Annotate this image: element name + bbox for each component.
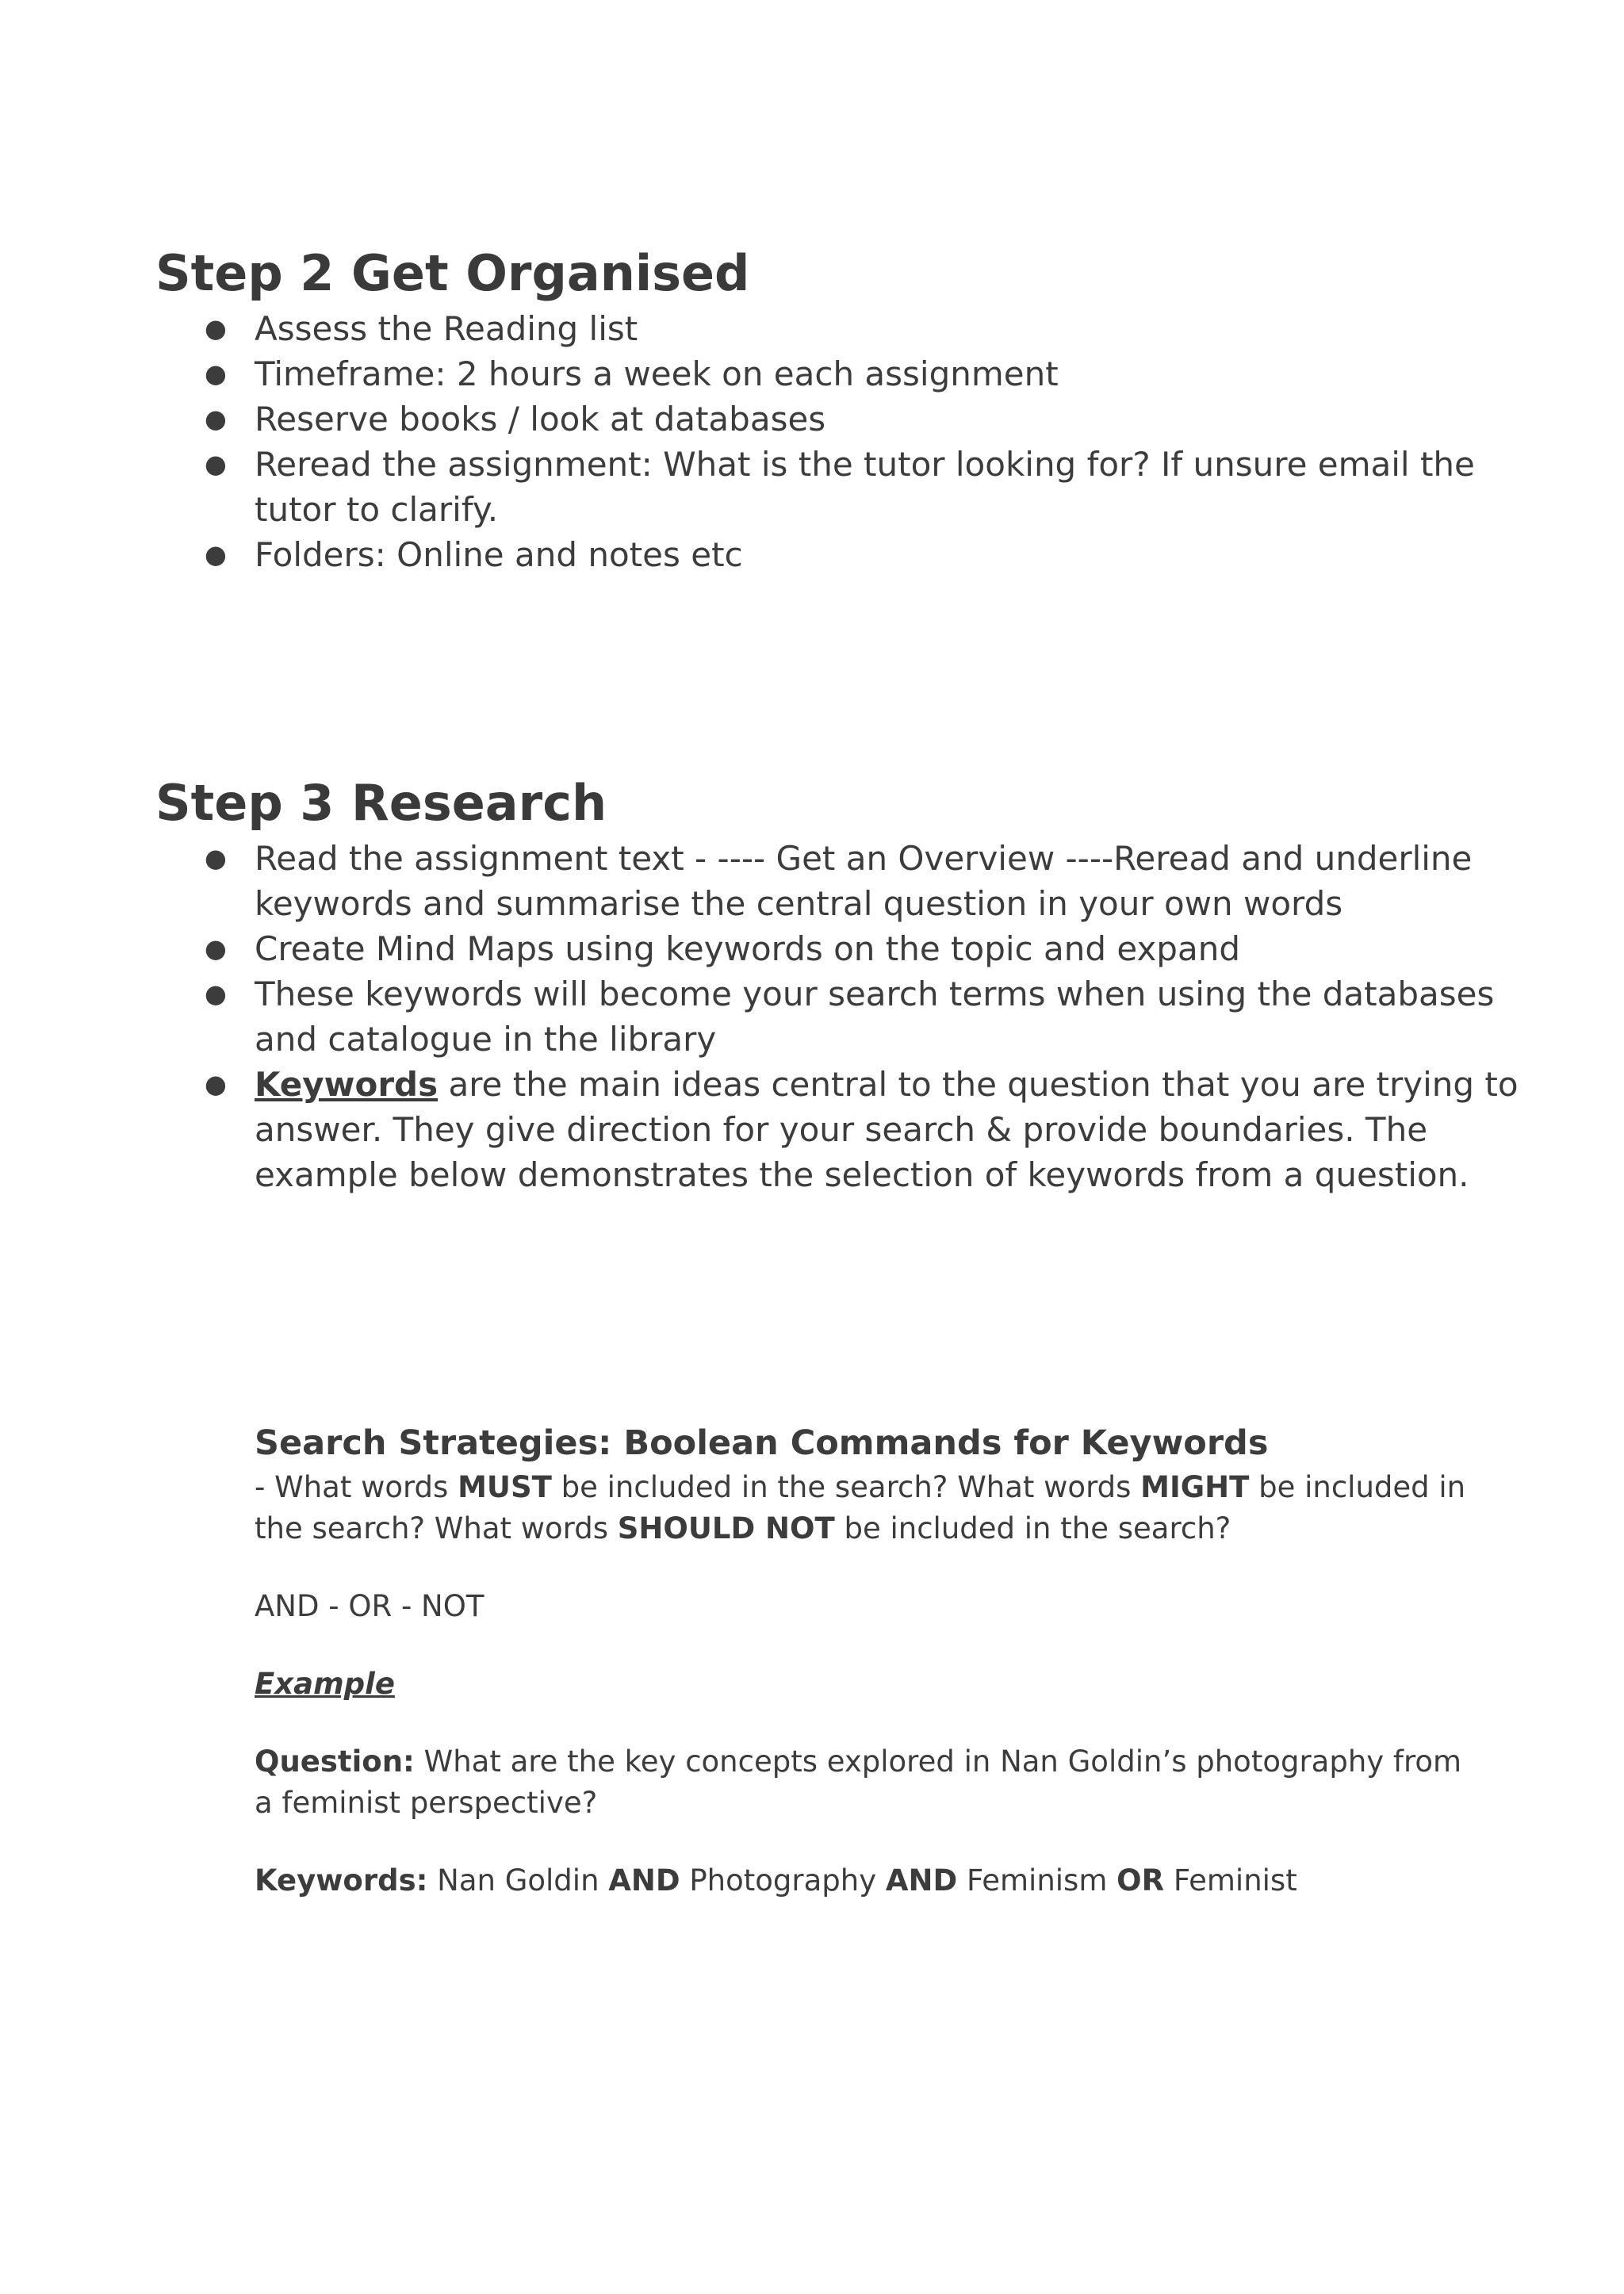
step3-list: [155, 836, 1519, 1197]
step2-list: [155, 306, 1519, 577]
list-item: ● Reserve books / look at databases: [155, 396, 1519, 442]
keywords-description: are the main ideas central to the question that you are trying to answer. They give direction for your search & provide boundaries. The example below demonstrates the selection of keywords from a question.: [255, 1065, 1519, 1194]
list-item: ● These keywords will become your search terms when using the databases and catalogue in the library: [155, 971, 1519, 1062]
strategies-intro: - What words MUST be included in the search? What words MIGHT be included in the search? What words SHOULD NOT be included in the search?: [255, 1470, 1466, 1545]
list-item: ● Folders: Online and notes etc: [155, 532, 1519, 577]
list-item: ● Read the assignment text - ---- Get an Overview ----Reread and underline keywords and summarise the central question in your own words: [155, 836, 1519, 926]
boolean-operators: AND - OR - NOT: [255, 1589, 485, 1623]
step2-heading: Step 2 Get Organised: [155, 244, 750, 302]
step3-section: [155, 771, 1519, 1197]
bullet-icon: ●: [205, 933, 227, 963]
bullet-icon: ●: [205, 539, 227, 569]
list-item: ● Create Mind Maps using keywords on the topic and expand: [155, 926, 1519, 971]
example-keywords: Keywords: Nan Goldin AND Photography AND Feminism OR Feminist: [255, 1863, 1297, 1898]
bullet-icon: ●: [205, 358, 227, 389]
bullet-icon: ●: [205, 1069, 227, 1099]
bullet-icon: ●: [205, 843, 227, 873]
list-item: [155, 1062, 1519, 1197]
bullet-icon: ●: [205, 313, 227, 343]
search-strategies-section: [255, 1419, 1484, 1901]
strategies-title: Search Strategies: Boolean Commands for Keywords: [255, 1423, 1269, 1463]
list-item: ● Assess the Reading list: [155, 306, 1519, 351]
keywords-term: Keywords: [255, 1065, 439, 1104]
list-item: ● Timeframe: 2 hours a week on each assignment: [155, 351, 1519, 396]
example-label: Example: [255, 1667, 395, 1701]
bullet-icon: ●: [205, 449, 227, 479]
bullet-icon: ●: [205, 978, 227, 1009]
step3-heading: Step 3 Research: [155, 774, 607, 832]
step2-section: [155, 241, 1519, 577]
example-label-line: [255, 1664, 1484, 1705]
example-question: Question: What are the key concepts explored in Nan Goldin’s photography from a feminist perspective?: [255, 1744, 1462, 1820]
bullet-icon: ●: [205, 404, 227, 434]
list-item: ● Reread the assignment: What is the tutor looking for? If unsure email the tutor to clarify.: [155, 442, 1519, 532]
